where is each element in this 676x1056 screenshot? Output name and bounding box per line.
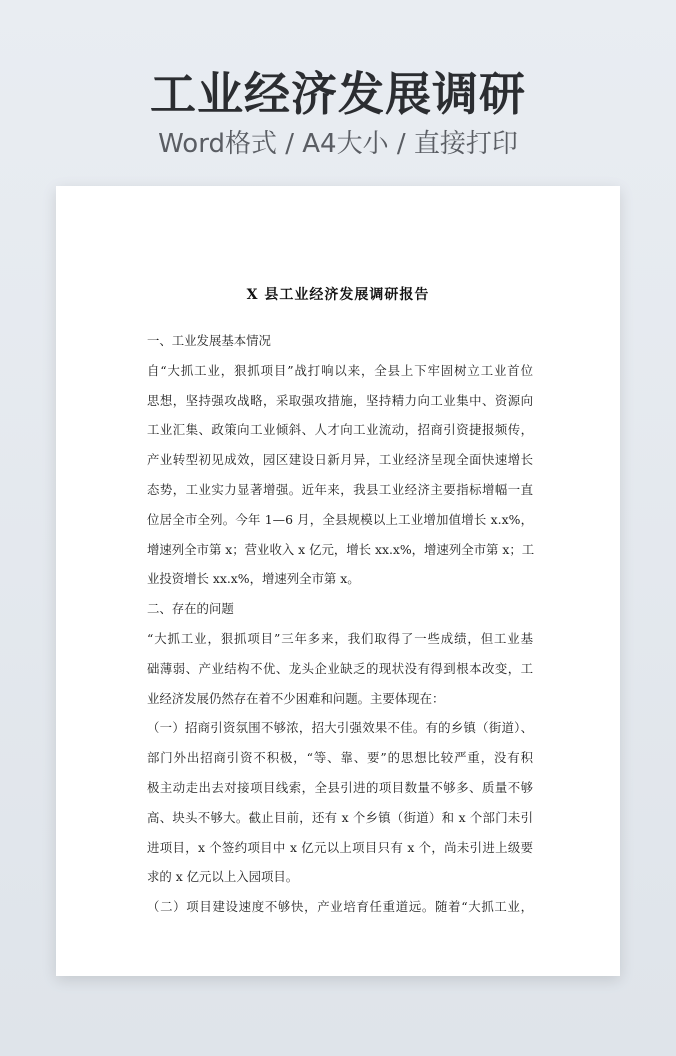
body-line: “大抓工业，狠抓项目”三年多来，我们取得了一些成绩，但工业基 <box>147 630 533 646</box>
section-heading: 二、存在的问题 <box>147 601 234 617</box>
body-line: （二）项目建设速度不够快，产业培育任重道远。随着“大抓工业， <box>147 899 533 915</box>
section-heading: 一、工业发展基本情况 <box>147 333 271 348</box>
body-line: 思想，坚持强攻战略，采取强攻措施，坚持精力向工业集中、资源向 <box>147 392 533 408</box>
document-preview <box>56 186 620 976</box>
body-line: 增速列全市第 x；营业收入 x 亿元，增长 xx.x%，增速列全市第 x；工 <box>147 541 535 557</box>
body-line: 极主动走出去对接项目线索，全县引进的项目数量不够多、质量不够 <box>147 779 533 795</box>
body-line: 态势，工业实力显著增强。近年来，我县工业经济主要指标增幅一直 <box>147 481 533 497</box>
body-line: 高、块头不够大。截止目前，还有 x 个乡镇（街道）和 x 个部门未引 <box>147 809 533 825</box>
body-line: 产业转型初见成效，园区建设日新月异，工业经济呈现全面快速增长 <box>147 452 533 468</box>
body-line: （一）招商引资氛围不够浓，招大引强效果不佳。有的乡镇（街道）、 <box>147 720 533 736</box>
body-line: 工业汇集、政策向工业倾斜、人才向工业流动，招商引资捷报频传， <box>147 422 533 438</box>
body-line: 位居全市全列。今年 1—6 月，全县规模以上工业增加值增长 x.x%， <box>147 511 533 527</box>
body-line: 进项目，x 个签约项目中 x 亿元以上项目只有 x 个，尚未引进上级要 <box>147 839 533 855</box>
body-line: 求的 x 亿元以上入园项目。 <box>147 869 299 885</box>
page-subtitle: Word格式 / A4大小 / 直接打印 <box>158 129 518 159</box>
document-title: X 县工业经济发展调研报告 <box>246 287 430 303</box>
body-line: 自“大抓工业，狠抓项目”战打响以来，全县上下牢固树立工业首位 <box>147 362 533 378</box>
page-title: 工业经济发展调研 <box>150 67 526 121</box>
body-line: 业投资增长 xx.x%，增速列全市第 x。 <box>147 571 360 587</box>
body-line: 础薄弱、产业结构不优、龙头企业缺乏的现状没有得到根本改变，工 <box>147 660 533 676</box>
page-header <box>0 62 676 162</box>
body-line: 业经济发展仍然存在着不少困难和问题。主要体现在： <box>147 690 445 706</box>
document-body <box>147 326 533 922</box>
body-line: 部门外出招商引资不积极，“等、靠、要”的思想比较严重，没有积 <box>147 750 533 766</box>
